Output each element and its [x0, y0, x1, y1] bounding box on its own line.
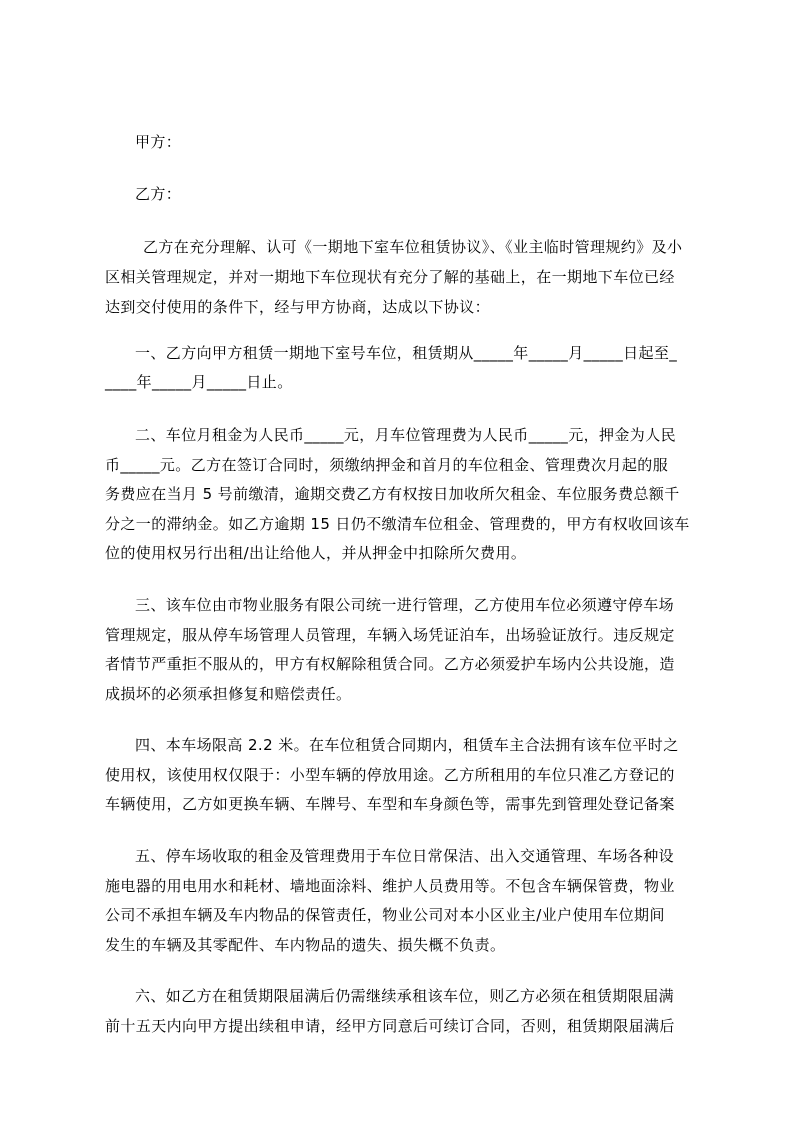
clause-3-line: 者情节严重拒不服从的，甲方有权解除租赁合同。乙方必须爱护车场内公共设施，造	[105, 655, 675, 673]
clause-5-line: 五、停车场收取的租金及管理费用于车位日常保洁、出入交通管理、车场各种设	[135, 847, 675, 865]
clause-3-line: 三、该车位由市物业服务有限公司统一进行管理，乙方使用车位必须遵守停车场	[135, 596, 675, 614]
clause-2-line: 分之一的滞纳金。如乙方逾期 15 日仍不缴清车位租金、管理费的，甲方有权收回该车	[105, 515, 690, 533]
clause-5-line: 发生的车辆及其零配件、车内物品的遗失、损失概不负责。	[105, 936, 506, 954]
clause-5-line: 施电器的用电用水和耗材、墙地面涂料、维护人员费用等。不包含车辆保管费，物业	[105, 877, 675, 895]
clause-4-line: 使用权，该使用权仅限于：小型车辆的停放用途。乙方所租用的车位只准乙方登记的	[105, 766, 675, 784]
clause-5-line: 公司不承担车辆及车内物品的保管责任，物业公司对本小区业主/业户使用车位期间	[105, 906, 665, 924]
intro-line: 达到交付使用的条件下，经与甲方协商，达成以下协议：	[105, 298, 491, 316]
intro-line: 乙方在充分理解、认可《一期地下室车位租赁协议》、《业主临时管理规约》及小	[143, 238, 683, 256]
clause-6-line: 前十五天内向甲方提出续租申请，经甲方同意后可续订合同，否则，租赁期限届满后	[105, 1017, 675, 1035]
clause-3-line: 管理规定，服从停车场管理人员管理，车辆入场凭证泊车，出场验证放行。违反规定	[105, 626, 675, 644]
clause-2-line: 位的使用权另行出租/出让给他人，并从押金中扣除所欠费用。	[105, 544, 527, 562]
clause-1-line: 一、乙方向甲方租赁一期地下室号车位，租赁期从_____年_____月_____日起至_	[135, 344, 678, 362]
clause-2-line: 务费应在当月 5 号前缴清，逾期交费乙方有权按日加收所欠租金、车位服务费总额千	[105, 485, 680, 503]
intro-line: 区相关管理规定，并对一期地下车位现状有充分了解的基础上，在一期地下车位已经	[105, 268, 675, 286]
clause-2-line: 币_____元。乙方在签订合同时，须缴纳押金和首月的车位租金、管理费次月起的服	[105, 456, 669, 474]
clause-4-line: 四、本车场限高 2.2 米。在车位租赁合同期内，租赁车主合法拥有该车位平时之	[135, 736, 679, 754]
party-b-label: 乙方：	[135, 185, 182, 203]
party-a-label: 甲方：	[135, 133, 182, 151]
clause-3-line: 成损坏的必须承担修复和赔偿责任。	[105, 685, 352, 703]
clause-2-line: 二、车位月租金为人民币_____元，月车位管理费为人民币_____元，押金为人民	[135, 426, 677, 444]
clause-4-line: 车辆使用，乙方如更换车辆、车牌号、车型和车身颜色等，需事先到管理处登记备案	[105, 795, 675, 813]
clause-1-line: ____年_____月_____日止。	[105, 373, 293, 391]
clause-6-line: 六、如乙方在租赁期限届满后仍需继续承租该车位，则乙方必须在租赁期限届满	[135, 987, 675, 1005]
